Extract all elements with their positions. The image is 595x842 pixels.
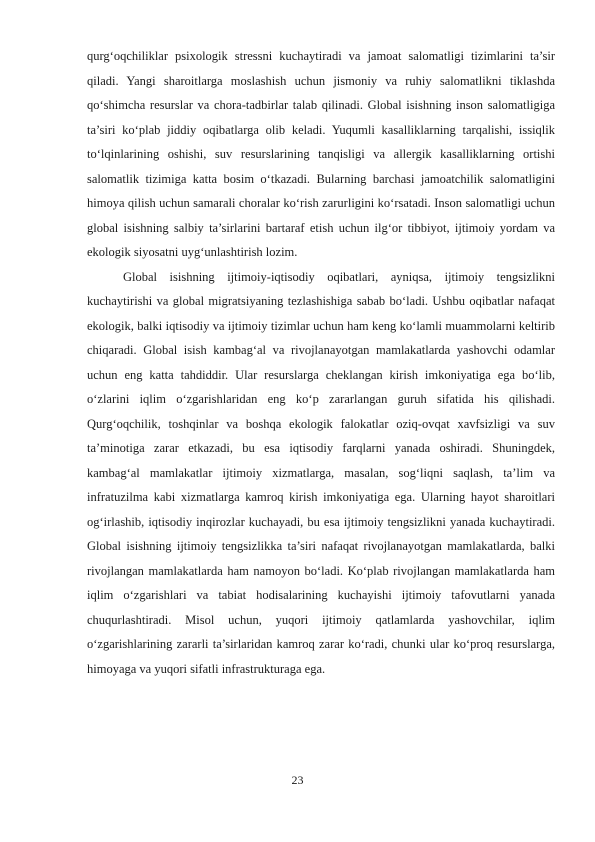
page-number: 23	[291, 773, 304, 787]
document-page-body	[87, 44, 555, 681]
paragraph-2: Global isishning ijtimoiy-iqtisodiy oqibatlari, ayniqsa, ijtimoiy tengsizlikni kuchaytirishi va global migratsiyaning tezlashishiga sabab bo‘ladi. Ushbu oqibatlar nafaqat ekologik, balki iqtisodiy va ijtimoiy tizimlar uchun ham keng ko‘lamli muammolarni keltirib chiqaradi. Global isish kambag‘al va rivojlanayotgan mamlakatlarda yashovchi odamlar uchun eng katta tahdiddir. Ular resurslarga cheklangan kirish imkoniyatiga ega bo‘lib, o‘zlarini iqlim o‘zgarishlaridan eng ko‘p zararlangan guruh sifatida his qilishadi. Qurg‘oqchilik, toshqinlar va boshqa ekologik falokatlar oziq-ovqat xavfsizligi va suv ta’minotiga zarar etkazadi, bu esa iqtisodiy farqlarni yanada oshiradi. Shuningdek, kambag‘al mamlakatlar ijtimoiy xizmatlarga, masalan, sog‘liqni saqlash, ta’lim va infratuzilma kabi xizmatlarga kamroq kirish imkoniyatiga ega. Ularning hayot sharoitlari og‘irlashib, iqtisodiy inqirozlar kuchayadi, bu esa ijtimoiy tengsizlikni yanada kuchaytiradi. Global isishning ijtimoiy tengsizlikka ta’siri nafaqat rivojlanayotgan mamlakatlarda, balki rivojlangan mamlakatlarda ham namoyon bo‘ladi. Ko‘plab rivojlangan mamlakatlarda ham iqlim o‘zgarishlari va tabiat hodisalarining kuchayishi ijtimoiy tafovutlarni yanada chuqurlashtiradi. Misol uchun, yuqori ijtimoiy qatlamlarda yashovchilar, iqlim o‘zgarishlarining zararli ta’sirlaridan kamroq zarar ko‘radi, chunki ular ko‘proq resurslarga, himoyaga va yuqori sifatli infrastrukturaga ega.	[87, 269, 555, 676]
paragraph-1: qurg‘oqchiliklar psixologik stressni kuchaytiradi va jamoat salomatligi tizimlarini ta’sir qiladi. Yangi sharoitlarga moslashish uchun jismoniy va ruhiy salomatlikni tiklashda qo‘shimcha resurslar va chora-tadbirlar talab qilinadi. Global isishning inson salomatligiga ta’siri ko‘plab jiddiy oqibatlarga olib keladi. Yuqumli kasalliklarning tarqalishi, issiqlik to‘lqinlarining oshishi, suv resurslarining tanqisligi va allergik kasalliklarning ortishi salomatlik tizimiga katta bosim o‘tkazadi. Bularning barchasi jamoatchilik salomatligini himoya qilish uchun samarali choralar ko‘rish zarurligini ko‘rsatadi. Inson salomatligi uchun global isishning salbiy ta’sirlarini bartaraf etish uchun ilg‘or tibbiyot, ijtimoiy yordam va ekologik siyosatni uyg‘unlashtirish lozim.	[87, 49, 555, 259]
